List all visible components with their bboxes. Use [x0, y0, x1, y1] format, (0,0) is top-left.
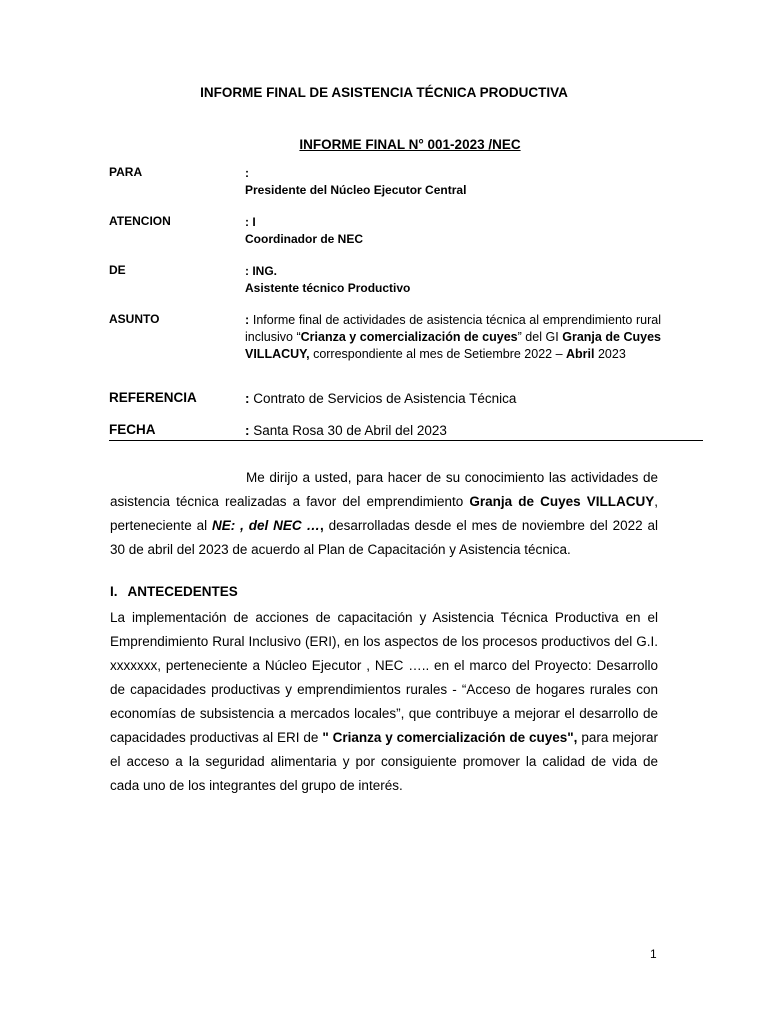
intro-text-1: Me dirijo a usted, para hacer de su conocimiento las actividades de asistencia técnica realizadas a favor del emprendimiento [110, 470, 658, 509]
asunto-text-4: 2023 [594, 347, 626, 361]
field-colon-atencion: : I [245, 215, 256, 229]
header-divider [109, 440, 703, 441]
asunto-bold-1: Crianza y comercialización de cuyes [300, 330, 518, 344]
document-subtitle [0, 137, 768, 152]
field-value-fecha [245, 422, 661, 439]
section-title: ANTECEDENTES [127, 584, 238, 599]
field-value-de [245, 263, 661, 297]
field-colon-de: : ING. [245, 264, 277, 278]
document-title: INFORME FINAL DE ASISTENCIA TÉCNICA PRODUCTIVA [200, 85, 568, 100]
field-label-de: DE [109, 263, 126, 277]
field-text-atencion: Coordinador de NEC [245, 232, 364, 246]
field-colon-fecha: : [245, 423, 250, 438]
field-label-referencia: REFERENCIA [109, 390, 197, 405]
field-value-atencion [245, 214, 661, 248]
section-number: I. [110, 584, 118, 599]
intro-bold-1: Granja de Cuyes VILLACUY [469, 494, 655, 509]
section-heading [110, 584, 238, 599]
report-number: INFORME FINAL N° 001-2023 /NEC [299, 137, 521, 152]
intro-paragraph [110, 466, 658, 562]
section-text-2: para mejorar el acceso a la seguridad alimentaria y por consiguiente promover la calidad de vida de cada uno de los integrantes del grupo de interés. [110, 730, 658, 793]
field-text-referencia: Contrato de Servicios de Asistencia Técnica [253, 391, 517, 406]
intro-text-2: , perteneciente al [110, 494, 659, 533]
asunto-text-1: Informe final de actividades de asistencia técnica al emprendimiento rural inclusivo “ [245, 313, 661, 344]
field-label-para: PARA [109, 165, 143, 179]
asunto-bold-3: Abril [566, 347, 595, 361]
field-value-para [245, 165, 661, 199]
field-text-fecha: Santa Rosa 30 de Abril del 2023 [253, 423, 447, 438]
section-bold-1: " Crianza y comercialización de cuyes", [322, 730, 578, 745]
field-label-asunto: ASUNTO [109, 312, 160, 326]
field-colon-referencia: : [245, 391, 250, 406]
field-label-atencion: ATENCION [109, 214, 171, 228]
field-colon-para: : [245, 166, 249, 180]
field-label-fecha: FECHA [109, 422, 156, 437]
intro-bold-2: , [320, 518, 324, 533]
section-text-1: La implementación de acciones de capacitación y Asistencia Técnica Productiva en el Emprendimiento Rural Inclusivo (ERI), en los aspectos de los procesos productivos del G.I. xxxxxxx, perteneciente a Núcleo Ejecutor , NEC ….. en el marco del Proyecto: Desarrollo de capacidades productivas y emprendimientos rurales - “Acceso de hogares rurales con economías de subsistencia a mercados locales”, que contribuye a mejorar el desarrollo de capacidades productivas al ERI de [110, 610, 658, 745]
field-text-para: Presidente del Núcleo Ejecutor Central [245, 183, 467, 197]
asunto-text-2: ” del GI [517, 330, 563, 344]
field-colon-asunto: : [245, 313, 250, 327]
page-number: 1 [650, 947, 657, 961]
asunto-text-3: correspondiente al mes de Setiembre 2022 – [309, 347, 566, 361]
field-value-referencia [245, 390, 661, 407]
section-paragraph [110, 606, 658, 798]
intro-text-3: desarrolladas desde el mes de noviembre del 2022 al 30 de abril del 2023 de acuerdo al Plan de Capacitación y Asistencia técnica. [110, 518, 658, 557]
field-text-de: Asistente técnico Productivo [245, 281, 411, 295]
intro-bold-italic-1: NE: , del NEC … [212, 518, 321, 533]
field-value-asunto [245, 312, 661, 363]
asunto-bold-2: Granja de Cuyes VILLACUY, [245, 330, 661, 361]
